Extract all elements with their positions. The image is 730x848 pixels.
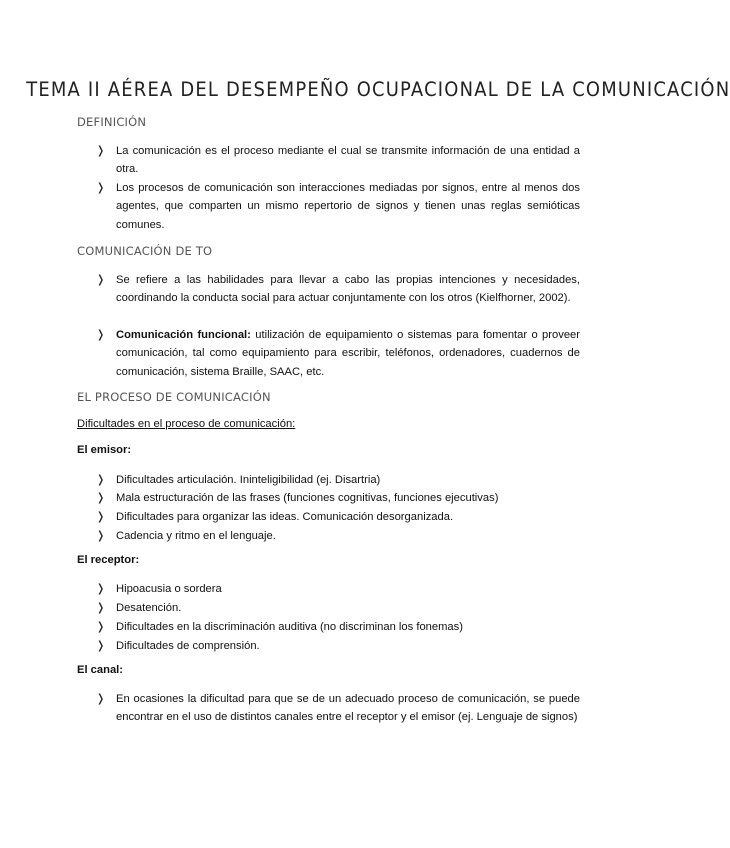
term-bold: Comunicación funcional: (116, 329, 251, 341)
list-item-text (116, 326, 580, 381)
list-item-text: La comunicación es el proceso mediante el cual se transmite información de una entidad a otra. (116, 145, 580, 176)
list-item-text: Desatención. (116, 602, 182, 614)
chevron-right-icon: ❭ (96, 492, 106, 504)
list-item (96, 637, 580, 655)
list-item (96, 690, 580, 727)
section-heading-definicion: DEFINICIÓN (77, 115, 147, 129)
chevron-right-icon: ❭ (96, 602, 106, 614)
subheading-emisor: El emisor: (77, 444, 132, 456)
list-item-text: Se refiere a las habilidades para llevar a cabo las propias intenciones y necesidades, coordinando la conducta social para actuar conjuntamente con los otros (Kielfhorner, 2002). (116, 274, 580, 305)
list-item (96, 489, 580, 507)
list-item-text: Dificultades de comprensión. (116, 640, 260, 652)
list-item (96, 599, 580, 617)
term-definition: utilización de equipamiento o sistemas para fomentar o proveer comunicación, tal como equipamiento para escribir, teléfonos, ordenadores, cuadernos de comunicación, sistema Braille, SAAC, etc. (116, 329, 580, 378)
list-item-text: Los procesos de comunicación son interacciones mediadas por signos, entre al menos dos agentes, que comparten un mismo repertorio de signos y tienen unas reglas semióticas comunes. (116, 182, 580, 231)
section-heading-comunicacion-to: COMUNICACIÓN DE TO (77, 244, 213, 258)
list-item-text: Cadencia y ritmo en el lenguaje. (116, 530, 276, 542)
chevron-right-icon: ❭ (96, 145, 106, 157)
chevron-right-icon: ❭ (96, 182, 106, 194)
list-item-text: Dificultades en la discriminación auditiva (no discriminan los fonemas) (116, 621, 463, 633)
list-item (96, 179, 580, 234)
page-title: TEMA II AÉREA DEL DESEMPEÑO OCUPACIONAL DE LA COMUNICACIÓN (26, 78, 730, 101)
chevron-right-icon: ❭ (96, 693, 106, 705)
subheading-canal: El canal: (77, 664, 124, 676)
subheading-receptor: El receptor: (77, 554, 140, 566)
chevron-right-icon: ❭ (96, 274, 106, 286)
list-item (96, 271, 580, 308)
section-heading-proceso: EL PROCESO DE COMUNICACIÓN (77, 390, 271, 404)
chevron-right-icon: ❭ (96, 621, 106, 633)
subheading-dificultades: Dificultades en el proceso de comunicación: (77, 418, 296, 430)
list-item-text: En ocasiones la dificultad para que se de un adecuado proceso de comunicación, se puede encontrar en el uso de distintos canales entre el receptor y el emisor (ej. Lenguaje de signos) (116, 693, 580, 724)
list-item (96, 618, 580, 636)
chevron-right-icon: ❭ (96, 329, 106, 341)
list-item (96, 326, 580, 381)
list-item-text: Hipoacusia o sordera (116, 583, 222, 595)
list-item (96, 142, 580, 179)
list-item (96, 471, 580, 489)
list-item (96, 580, 580, 598)
list-item-text: Mala estructuración de las frases (funciones cognitivas, funciones ejecutivas) (116, 492, 499, 504)
chevron-right-icon: ❭ (96, 511, 106, 523)
list-item-text: Dificultades para organizar las ideas. Comunicación desorganizada. (116, 511, 454, 523)
list-item-text: Dificultades articulación. Ininteligibilidad (ej. Disartria) (116, 474, 381, 486)
chevron-right-icon: ❭ (96, 583, 106, 595)
list-item (96, 508, 580, 526)
chevron-right-icon: ❭ (96, 640, 106, 652)
chevron-right-icon: ❭ (96, 530, 106, 542)
list-item (96, 527, 580, 545)
chevron-right-icon: ❭ (96, 474, 106, 486)
